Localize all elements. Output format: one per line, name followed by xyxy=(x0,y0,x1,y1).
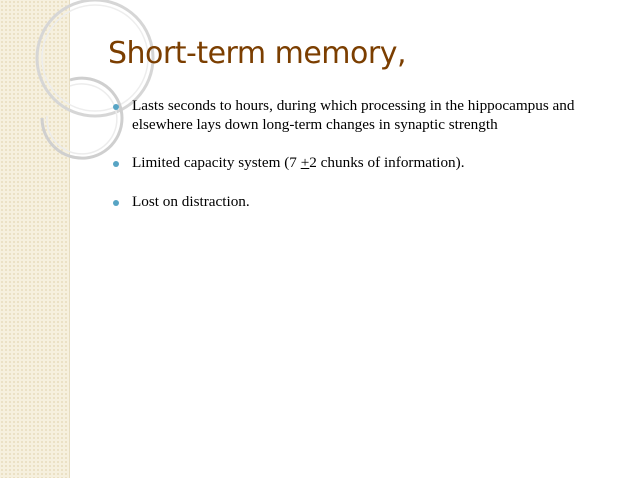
bullet-list xyxy=(108,97,578,231)
slide-title: Short-term memory, xyxy=(108,36,407,71)
bullet-item-2 xyxy=(108,154,578,173)
bullet-dot-icon xyxy=(113,200,119,206)
bullet-text: Lost on distraction. xyxy=(132,192,250,210)
bullet-dot-icon xyxy=(113,161,119,167)
bullet-text-end: 2 chunks of information). xyxy=(309,154,465,171)
bullet-text: Lasts seconds to hours, during which processing in the hippocampus and elsewhere lays down long-term changes in synaptic strength xyxy=(132,97,575,133)
bullet-dot-icon xyxy=(113,104,119,110)
bullet-item-1 xyxy=(108,97,578,134)
bullet-text-start: Limited capacity system (7 xyxy=(132,154,301,171)
bullet-item-3 xyxy=(108,193,578,212)
bullet-text-plus: + xyxy=(300,154,310,171)
